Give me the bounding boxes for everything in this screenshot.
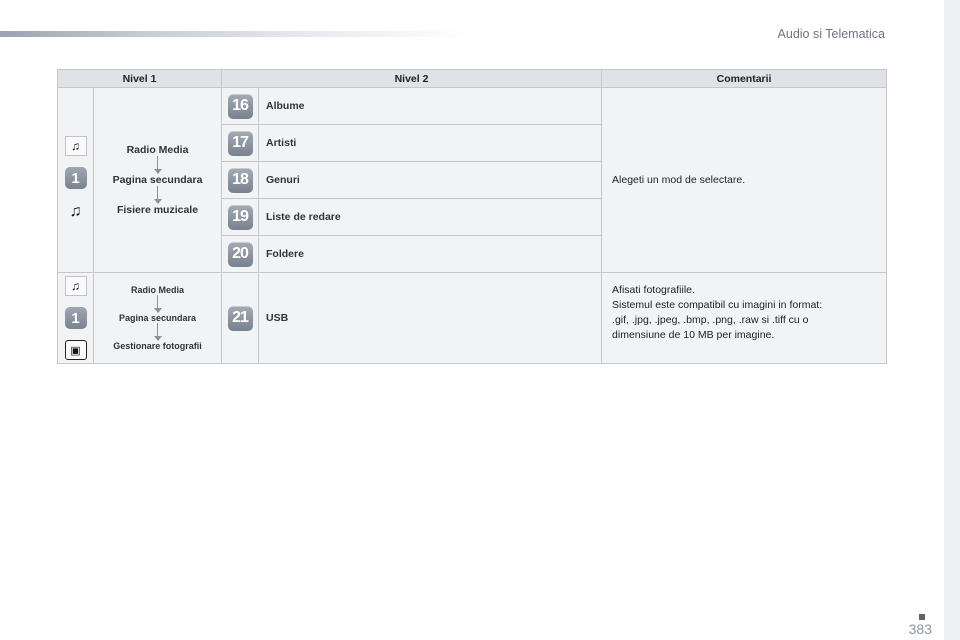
group1-comment: Alegeti un mod de selectare. (602, 88, 887, 273)
path-step: Gestionare fotografii (113, 341, 202, 351)
music-files-icon: ♫ (69, 203, 82, 220)
arrow-down-icon (154, 186, 162, 204)
item-artisti: Artisti (259, 125, 602, 162)
item-number-badge: 17 (228, 131, 253, 156)
arrow-down-icon (154, 156, 162, 174)
group1-path (94, 88, 222, 273)
table-header-row (58, 70, 887, 88)
header-comments: Comentarii (602, 70, 887, 88)
table-row (58, 273, 887, 364)
path-step: Pagina secundara (112, 174, 203, 186)
item-albume: Albume (259, 88, 602, 125)
menu-table (57, 69, 887, 364)
item-number-badge: 19 (228, 205, 253, 230)
group2-comment (602, 273, 887, 364)
page-marker (919, 614, 925, 620)
header-level2: Nivel 2 (222, 70, 602, 88)
comment-line: Afisati fotografiile. (612, 284, 695, 296)
path-step: Radio Media (131, 285, 185, 295)
header-decorative-bar (0, 31, 470, 37)
page-number: 383 (908, 621, 932, 637)
group1-icons (58, 88, 94, 273)
path-step: Pagina secundara (118, 313, 197, 323)
item-number-badge: 16 (228, 94, 253, 119)
item-number-badge: 20 (228, 242, 253, 267)
group2-icons (58, 273, 94, 364)
menu-number-badge: 1 (65, 307, 87, 329)
item-liste-de-redare: Liste de redare (259, 199, 602, 236)
menu-number-badge: 1 (65, 167, 87, 189)
page-header-title: Audio si Telematica (777, 27, 885, 41)
item-number-badge: 18 (228, 168, 253, 193)
arrow-down-icon (154, 295, 162, 313)
arrow-down-icon (154, 323, 162, 341)
path-step: Radio Media (126, 144, 189, 156)
group2-path (94, 273, 222, 364)
comment-line: dimensiune de 10 MB per imagine. (612, 329, 775, 341)
right-margin-strip (944, 0, 960, 640)
item-foldere: Foldere (259, 236, 602, 273)
path-step: Fisiere muzicale (116, 204, 199, 216)
header-level1: Nivel 1 (58, 70, 222, 88)
item-number-badge: 21 (228, 306, 253, 331)
music-note-icon: ♫ (65, 276, 87, 296)
item-usb: USB (259, 273, 602, 364)
comment-line: Sistemul este compatibil cu imagini in format: (612, 299, 823, 311)
photo-manager-icon: ▣ (65, 340, 87, 360)
comment-line: .gif, .jpg, .jpeg, .bmp, .png, .raw si .tiff cu o (612, 314, 809, 326)
item-genuri: Genuri (259, 162, 602, 199)
table-row (58, 88, 887, 125)
music-note-icon: ♫ (65, 136, 87, 156)
